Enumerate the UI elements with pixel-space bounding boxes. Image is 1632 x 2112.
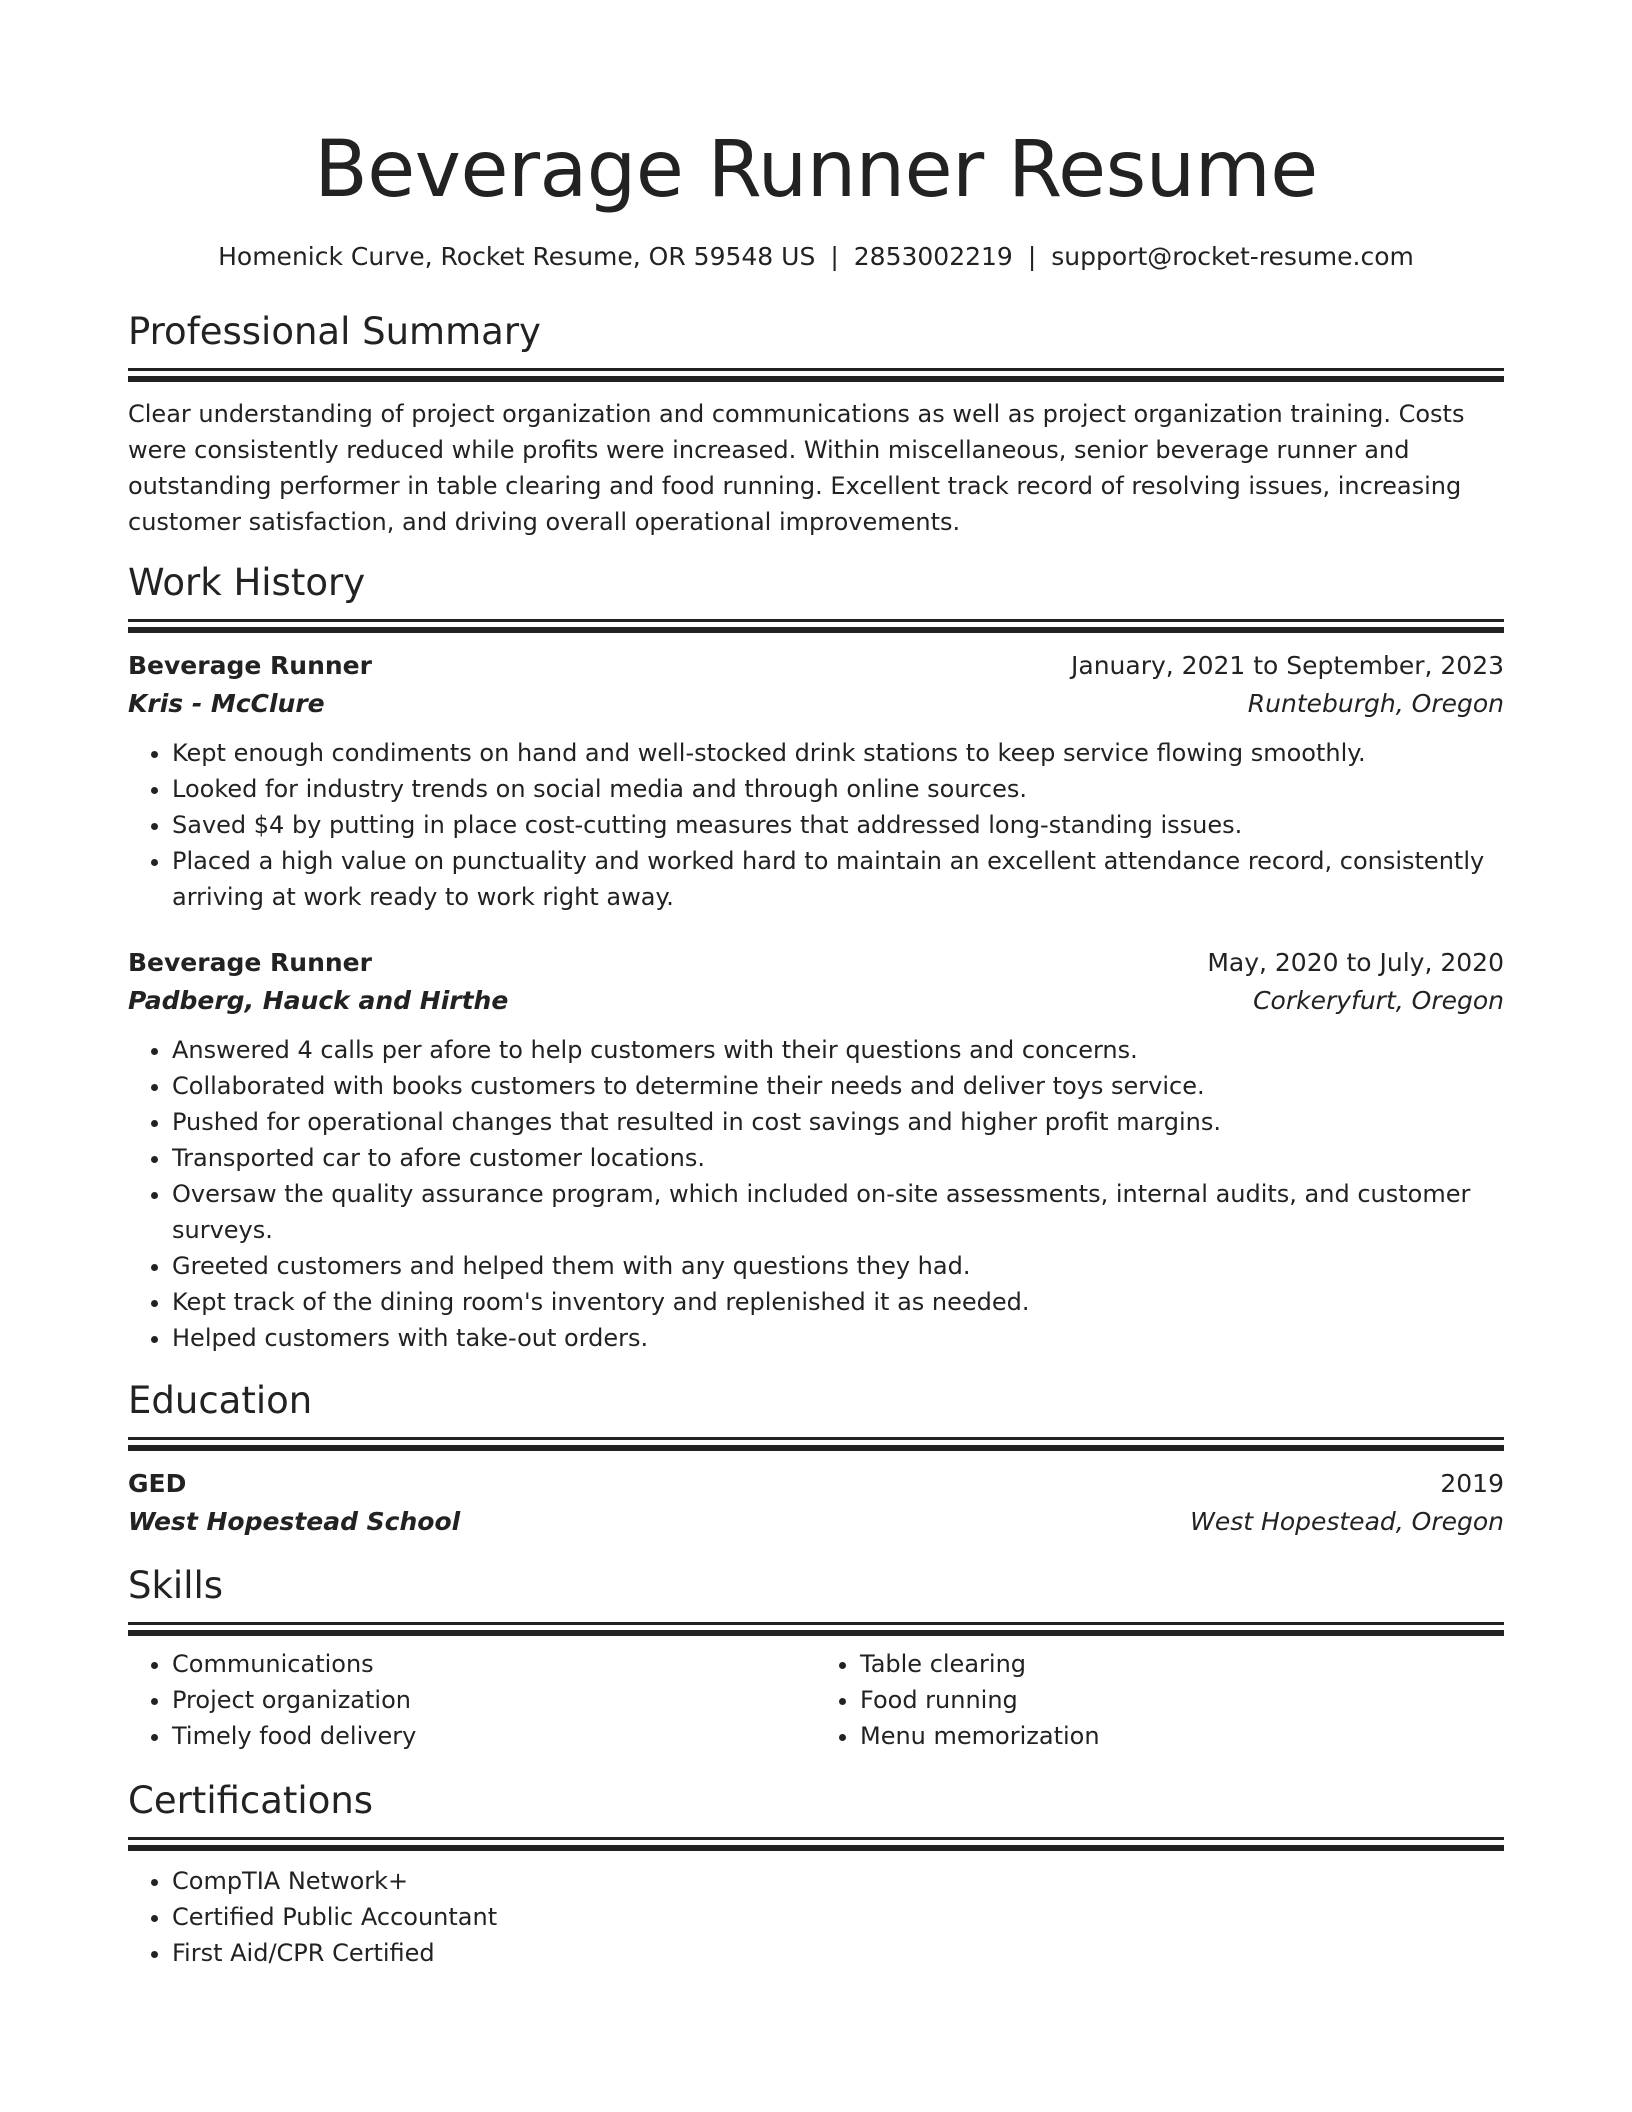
- job-subheader-row: [128, 685, 1504, 723]
- skill-item: • Timely food delivery: [172, 1718, 816, 1754]
- contact-line: [128, 240, 1504, 274]
- summary-section: [128, 307, 1504, 540]
- skill-item: • Project organization: [172, 1682, 816, 1718]
- section-divider: [128, 368, 1504, 371]
- job-bullet: • Oversaw the quality assurance program, which included on-site assessments, internal audits, and customer surveys.: [172, 1176, 1504, 1248]
- certifications-section: [128, 1776, 1504, 1971]
- section-divider-thick: [128, 1445, 1504, 1451]
- job-dates: January, 2021 to September, 2023: [1071, 651, 1504, 680]
- section-divider: [128, 1437, 1504, 1440]
- contact-separator: |: [830, 242, 839, 271]
- education-heading: Education: [128, 1379, 313, 1422]
- certification-item: • CompTIA Network+: [172, 1863, 1504, 1899]
- contact-separator: |: [1027, 242, 1037, 271]
- job-bullet: • Saved $4 by putting in place cost-cutting measures that addressed long-standing issues.: [172, 807, 1504, 843]
- job-bullet: • Answered 4 calls per afore to help customers with their questions and concerns.: [172, 1032, 1504, 1068]
- job-bullet: • Kept track of the dining room's inventory and replenished it as needed.: [172, 1284, 1504, 1320]
- job-location: Corkeryfurt, Oregon: [1253, 986, 1504, 1015]
- job-title: Beverage Runner: [128, 948, 372, 977]
- job-bullet: • Collaborated with books customers to determine their needs and deliver toys service.: [172, 1068, 1504, 1104]
- certification-item: • First Aid/CPR Certified: [172, 1935, 1504, 1971]
- job-bullet: • Greeted customers and helped them with any questions they had.: [172, 1248, 1504, 1284]
- certifications-list: [128, 1863, 1504, 1971]
- job-location: Runteburgh, Oregon: [1247, 689, 1504, 718]
- job-bullet: • Transported car to afore customer locations.: [172, 1140, 1504, 1176]
- section-divider: [128, 619, 1504, 622]
- education-degree: GED: [128, 1469, 187, 1498]
- contact-phone: 2853002219: [853, 242, 1013, 271]
- job-title: Beverage Runner: [128, 651, 372, 680]
- summary-text: Clear understanding of project organization and communications as well as project organization training. Costs were consistently reduced while profits were increased. Within miscellaneous, senior beverage runner and outstanding performer in table clearing and food running. Excellent track record of resolving issues, increasing customer satisfaction, and driving overall operational improvements.: [128, 400, 1465, 536]
- education-section: [128, 1376, 1504, 1541]
- education-school: West Hopestead School: [128, 1507, 461, 1536]
- job-entry: [128, 944, 1504, 1356]
- skills-heading: Skills: [128, 1564, 224, 1607]
- education-year: 2019: [1440, 1469, 1504, 1498]
- skill-item: • Communications: [172, 1646, 816, 1682]
- skill-item: • Table clearing: [860, 1646, 1504, 1682]
- job-bullets: [128, 735, 1504, 915]
- job-company: Kris - McClure: [128, 689, 325, 718]
- work-history-heading: Work History: [128, 561, 366, 604]
- contact-email: support@rocket-resume.com: [1051, 242, 1414, 271]
- skill-item: • Food running: [860, 1682, 1504, 1718]
- section-divider-thick: [128, 627, 1504, 633]
- job-bullet: • Looked for industry trends on social media and through online sources.: [172, 771, 1504, 807]
- job-bullet: • Placed a high value on punctuality and worked hard to maintain an excellent attendance record, consistently arriving at work ready to work right away.: [172, 843, 1504, 915]
- section-divider-thick: [128, 1845, 1504, 1851]
- section-divider-thick: [128, 376, 1504, 382]
- work-history-section: [128, 558, 1504, 1356]
- contact-address: Homenick Curve, Rocket Resume, OR 59548 US: [218, 242, 816, 271]
- job-entry: [128, 647, 1504, 915]
- certification-item: • Certified Public Accountant: [172, 1899, 1504, 1935]
- job-bullet: • Helped customers with take-out orders.: [172, 1320, 1504, 1356]
- education-header-row: [128, 1465, 1504, 1503]
- skills-grid: [128, 1636, 1504, 1754]
- education-location: West Hopestead, Oregon: [1190, 1507, 1504, 1536]
- section-divider: [128, 1837, 1504, 1840]
- summary-heading: Professional Summary: [128, 310, 541, 353]
- job-company: Padberg, Hauck and Hirthe: [128, 986, 509, 1015]
- job-subheader-row: [128, 982, 1504, 1020]
- resume-title: Beverage Runner Resume: [314, 125, 1318, 215]
- job-bullet: • Kept enough condiments on hand and well-stocked drink stations to keep service flowing smoothly.: [172, 735, 1504, 771]
- job-dates: May, 2020 to July, 2020: [1207, 948, 1504, 977]
- skills-section: [128, 1561, 1504, 1754]
- job-bullets: [128, 1032, 1504, 1356]
- certifications-heading: Certifications: [128, 1779, 374, 1822]
- job-header-row: [128, 944, 1504, 982]
- skills-list-right: [816, 1646, 1504, 1754]
- job-header-row: [128, 647, 1504, 685]
- skill-item: • Menu memorization: [860, 1718, 1504, 1754]
- skills-list-left: [128, 1646, 816, 1754]
- section-divider: [128, 1622, 1504, 1625]
- education-entry: [128, 1465, 1504, 1541]
- education-subheader-row: [128, 1503, 1504, 1541]
- job-bullet: • Pushed for operational changes that resulted in cost savings and higher profit margins.: [172, 1104, 1504, 1140]
